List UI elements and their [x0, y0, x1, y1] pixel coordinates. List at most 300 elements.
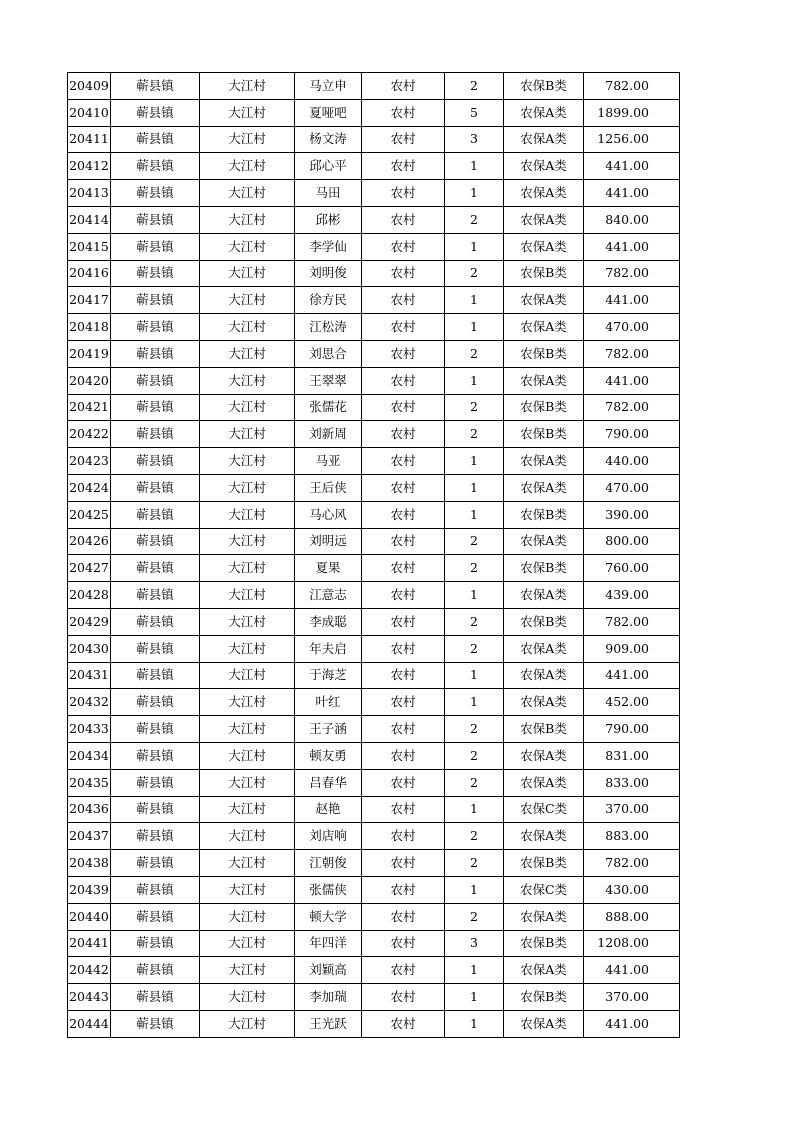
category-cell: 农保B类: [504, 501, 584, 528]
amount-cell: 833.00: [584, 769, 680, 796]
table-row: [68, 582, 680, 609]
area-type-cell: 农村: [362, 769, 445, 796]
village-cell: 大江村: [200, 716, 295, 743]
village-cell: 大江村: [200, 1010, 295, 1037]
area-type-cell: 农村: [362, 1010, 445, 1037]
town-cell: 蕲县镇: [111, 742, 200, 769]
record-id-cell: 20441: [68, 930, 111, 957]
category-cell: 农保B类: [504, 421, 584, 448]
person-name-cell: 马田: [295, 180, 362, 207]
person-name-cell: 于海芝: [295, 662, 362, 689]
person-name-cell: 王光跃: [295, 1010, 362, 1037]
village-cell: 大江村: [200, 796, 295, 823]
village-cell: 大江村: [200, 367, 295, 394]
amount-cell: 470.00: [584, 314, 680, 341]
area-type-cell: 农村: [362, 474, 445, 501]
area-type-cell: 农村: [362, 501, 445, 528]
household-count-cell: 3: [445, 126, 504, 153]
amount-cell: 760.00: [584, 555, 680, 582]
table-row: [68, 153, 680, 180]
table-row: [68, 448, 680, 475]
person-name-cell: 年夫启: [295, 635, 362, 662]
area-type-cell: 农村: [362, 287, 445, 314]
household-count-cell: 1: [445, 582, 504, 609]
category-cell: 农保A类: [504, 206, 584, 233]
town-cell: 蕲县镇: [111, 796, 200, 823]
category-cell: 农保C类: [504, 876, 584, 903]
category-cell: 农保B类: [504, 716, 584, 743]
household-count-cell: 1: [445, 501, 504, 528]
table-row: [68, 340, 680, 367]
category-cell: 农保A类: [504, 474, 584, 501]
town-cell: 蕲县镇: [111, 314, 200, 341]
amount-cell: 782.00: [584, 850, 680, 877]
town-cell: 蕲县镇: [111, 957, 200, 984]
category-cell: 农保A类: [504, 582, 584, 609]
table-row: [68, 126, 680, 153]
person-name-cell: 王后侠: [295, 474, 362, 501]
amount-cell: 441.00: [584, 367, 680, 394]
village-cell: 大江村: [200, 206, 295, 233]
household-count-cell: 2: [445, 260, 504, 287]
area-type-cell: 农村: [362, 340, 445, 367]
household-count-cell: 1: [445, 153, 504, 180]
area-type-cell: 农村: [362, 233, 445, 260]
town-cell: 蕲县镇: [111, 555, 200, 582]
area-type-cell: 农村: [362, 984, 445, 1011]
category-cell: 农保B类: [504, 984, 584, 1011]
table-row: [68, 876, 680, 903]
town-cell: 蕲县镇: [111, 903, 200, 930]
record-id-cell: 20423: [68, 448, 111, 475]
household-count-cell: 2: [445, 421, 504, 448]
category-cell: 农保B类: [504, 930, 584, 957]
amount-cell: 370.00: [584, 984, 680, 1011]
record-id-cell: 20435: [68, 769, 111, 796]
table-row: [68, 394, 680, 421]
person-name-cell: 江意志: [295, 582, 362, 609]
area-type-cell: 农村: [362, 796, 445, 823]
household-count-cell: 2: [445, 823, 504, 850]
record-id-cell: 20442: [68, 957, 111, 984]
area-type-cell: 农村: [362, 635, 445, 662]
area-type-cell: 农村: [362, 421, 445, 448]
village-cell: 大江村: [200, 689, 295, 716]
category-cell: 农保A类: [504, 742, 584, 769]
household-count-cell: 1: [445, 689, 504, 716]
person-name-cell: 刘明远: [295, 528, 362, 555]
amount-cell: 1256.00: [584, 126, 680, 153]
person-name-cell: 顿大学: [295, 903, 362, 930]
table-row: [68, 314, 680, 341]
village-cell: 大江村: [200, 850, 295, 877]
table-row: [68, 984, 680, 1011]
village-cell: 大江村: [200, 930, 295, 957]
record-id-cell: 20422: [68, 421, 111, 448]
town-cell: 蕲县镇: [111, 984, 200, 1011]
village-cell: 大江村: [200, 153, 295, 180]
table-row: [68, 528, 680, 555]
household-count-cell: 2: [445, 206, 504, 233]
record-id-cell: 20428: [68, 582, 111, 609]
person-name-cell: 吕春华: [295, 769, 362, 796]
table-row: [68, 957, 680, 984]
record-id-cell: 20431: [68, 662, 111, 689]
town-cell: 蕲县镇: [111, 260, 200, 287]
table-row: [68, 662, 680, 689]
amount-cell: 441.00: [584, 233, 680, 260]
town-cell: 蕲县镇: [111, 99, 200, 126]
category-cell: 农保A类: [504, 448, 584, 475]
category-cell: 农保B类: [504, 850, 584, 877]
category-cell: 农保A类: [504, 126, 584, 153]
village-cell: 大江村: [200, 126, 295, 153]
table-row: [68, 823, 680, 850]
person-name-cell: 李学仙: [295, 233, 362, 260]
table-row: [68, 1010, 680, 1037]
person-name-cell: 杨文涛: [295, 126, 362, 153]
record-id-cell: 20414: [68, 206, 111, 233]
category-cell: 农保B类: [504, 555, 584, 582]
village-cell: 大江村: [200, 528, 295, 555]
area-type-cell: 农村: [362, 903, 445, 930]
record-id-cell: 20443: [68, 984, 111, 1011]
person-name-cell: 刘思合: [295, 340, 362, 367]
area-type-cell: 农村: [362, 73, 445, 100]
amount-cell: 441.00: [584, 1010, 680, 1037]
household-count-cell: 1: [445, 367, 504, 394]
village-cell: 大江村: [200, 394, 295, 421]
table-row: [68, 930, 680, 957]
area-type-cell: 农村: [362, 260, 445, 287]
village-cell: 大江村: [200, 984, 295, 1011]
person-name-cell: 刘颖高: [295, 957, 362, 984]
town-cell: 蕲县镇: [111, 823, 200, 850]
amount-cell: 790.00: [584, 716, 680, 743]
village-cell: 大江村: [200, 876, 295, 903]
town-cell: 蕲县镇: [111, 394, 200, 421]
area-type-cell: 农村: [362, 823, 445, 850]
person-name-cell: 刘店响: [295, 823, 362, 850]
village-cell: 大江村: [200, 957, 295, 984]
amount-cell: 840.00: [584, 206, 680, 233]
area-type-cell: 农村: [362, 957, 445, 984]
amount-cell: 790.00: [584, 421, 680, 448]
household-count-cell: 1: [445, 876, 504, 903]
category-cell: 农保A类: [504, 957, 584, 984]
town-cell: 蕲县镇: [111, 689, 200, 716]
amount-cell: 441.00: [584, 662, 680, 689]
town-cell: 蕲县镇: [111, 367, 200, 394]
table-row: [68, 850, 680, 877]
area-type-cell: 农村: [362, 126, 445, 153]
record-id-cell: 20427: [68, 555, 111, 582]
table-row: [68, 233, 680, 260]
table-row: [68, 769, 680, 796]
category-cell: 农保A类: [504, 1010, 584, 1037]
record-id-cell: 20444: [68, 1010, 111, 1037]
category-cell: 农保A类: [504, 635, 584, 662]
household-count-cell: 2: [445, 716, 504, 743]
category-cell: 农保A类: [504, 367, 584, 394]
household-count-cell: 2: [445, 73, 504, 100]
record-id-cell: 20426: [68, 528, 111, 555]
household-count-cell: 2: [445, 635, 504, 662]
town-cell: 蕲县镇: [111, 501, 200, 528]
area-type-cell: 农村: [362, 662, 445, 689]
village-cell: 大江村: [200, 662, 295, 689]
village-cell: 大江村: [200, 287, 295, 314]
household-count-cell: 2: [445, 608, 504, 635]
town-cell: 蕲县镇: [111, 876, 200, 903]
household-count-cell: 1: [445, 314, 504, 341]
household-count-cell: 1: [445, 984, 504, 1011]
amount-cell: 441.00: [584, 153, 680, 180]
village-cell: 大江村: [200, 73, 295, 100]
table-row: [68, 796, 680, 823]
person-name-cell: 李成聪: [295, 608, 362, 635]
household-count-cell: 1: [445, 448, 504, 475]
record-id-cell: 20409: [68, 73, 111, 100]
town-cell: 蕲县镇: [111, 850, 200, 877]
village-cell: 大江村: [200, 903, 295, 930]
town-cell: 蕲县镇: [111, 180, 200, 207]
village-cell: 大江村: [200, 233, 295, 260]
town-cell: 蕲县镇: [111, 716, 200, 743]
person-name-cell: 赵艳: [295, 796, 362, 823]
table-row: [68, 206, 680, 233]
area-type-cell: 农村: [362, 930, 445, 957]
person-name-cell: 邱心平: [295, 153, 362, 180]
household-count-cell: 2: [445, 850, 504, 877]
data-table: [67, 72, 680, 1038]
amount-cell: 452.00: [584, 689, 680, 716]
record-id-cell: 20436: [68, 796, 111, 823]
record-id-cell: 20434: [68, 742, 111, 769]
record-id-cell: 20438: [68, 850, 111, 877]
area-type-cell: 农村: [362, 608, 445, 635]
area-type-cell: 农村: [362, 314, 445, 341]
village-cell: 大江村: [200, 608, 295, 635]
record-id-cell: 20419: [68, 340, 111, 367]
household-count-cell: 1: [445, 1010, 504, 1037]
household-count-cell: 2: [445, 903, 504, 930]
category-cell: 农保B类: [504, 260, 584, 287]
area-type-cell: 农村: [362, 448, 445, 475]
household-count-cell: 5: [445, 99, 504, 126]
record-id-cell: 20429: [68, 608, 111, 635]
village-cell: 大江村: [200, 582, 295, 609]
table-row: [68, 73, 680, 100]
person-name-cell: 年四洋: [295, 930, 362, 957]
area-type-cell: 农村: [362, 689, 445, 716]
town-cell: 蕲县镇: [111, 126, 200, 153]
amount-cell: 440.00: [584, 448, 680, 475]
category-cell: 农保B类: [504, 608, 584, 635]
town-cell: 蕲县镇: [111, 662, 200, 689]
amount-cell: 441.00: [584, 287, 680, 314]
amount-cell: 782.00: [584, 608, 680, 635]
town-cell: 蕲县镇: [111, 287, 200, 314]
amount-cell: 831.00: [584, 742, 680, 769]
record-id-cell: 20418: [68, 314, 111, 341]
record-id-cell: 20415: [68, 233, 111, 260]
category-cell: 农保B类: [504, 73, 584, 100]
area-type-cell: 农村: [362, 582, 445, 609]
town-cell: 蕲县镇: [111, 153, 200, 180]
amount-cell: 888.00: [584, 903, 680, 930]
person-name-cell: 叶红: [295, 689, 362, 716]
village-cell: 大江村: [200, 742, 295, 769]
area-type-cell: 农村: [362, 876, 445, 903]
category-cell: 农保A类: [504, 153, 584, 180]
person-name-cell: 顿友勇: [295, 742, 362, 769]
amount-cell: 430.00: [584, 876, 680, 903]
person-name-cell: 夏果: [295, 555, 362, 582]
table-row: [68, 903, 680, 930]
table-row: [68, 635, 680, 662]
area-type-cell: 农村: [362, 850, 445, 877]
person-name-cell: 马心风: [295, 501, 362, 528]
amount-cell: 782.00: [584, 73, 680, 100]
table-row: [68, 608, 680, 635]
record-id-cell: 20439: [68, 876, 111, 903]
amount-cell: 782.00: [584, 340, 680, 367]
amount-cell: 390.00: [584, 501, 680, 528]
person-name-cell: 刘新周: [295, 421, 362, 448]
category-cell: 农保A类: [504, 233, 584, 260]
household-count-cell: 1: [445, 287, 504, 314]
area-type-cell: 农村: [362, 99, 445, 126]
record-id-cell: 20410: [68, 99, 111, 126]
household-count-cell: 2: [445, 742, 504, 769]
person-name-cell: 刘明俊: [295, 260, 362, 287]
area-type-cell: 农村: [362, 555, 445, 582]
table-row: [68, 501, 680, 528]
record-id-cell: 20425: [68, 501, 111, 528]
record-id-cell: 20412: [68, 153, 111, 180]
record-id-cell: 20421: [68, 394, 111, 421]
village-cell: 大江村: [200, 421, 295, 448]
person-name-cell: 张儒侠: [295, 876, 362, 903]
area-type-cell: 农村: [362, 394, 445, 421]
person-name-cell: 江松涛: [295, 314, 362, 341]
household-count-cell: 1: [445, 180, 504, 207]
town-cell: 蕲县镇: [111, 233, 200, 260]
town-cell: 蕲县镇: [111, 635, 200, 662]
person-name-cell: 张儒花: [295, 394, 362, 421]
person-name-cell: 徐方民: [295, 287, 362, 314]
category-cell: 农保C类: [504, 796, 584, 823]
category-cell: 农保A类: [504, 287, 584, 314]
household-count-cell: 1: [445, 662, 504, 689]
household-count-cell: 3: [445, 930, 504, 957]
amount-cell: 909.00: [584, 635, 680, 662]
town-cell: 蕲县镇: [111, 528, 200, 555]
village-cell: 大江村: [200, 180, 295, 207]
town-cell: 蕲县镇: [111, 73, 200, 100]
table-row: [68, 474, 680, 501]
area-type-cell: 农村: [362, 180, 445, 207]
area-type-cell: 农村: [362, 742, 445, 769]
amount-cell: 782.00: [584, 394, 680, 421]
village-cell: 大江村: [200, 314, 295, 341]
household-count-cell: 2: [445, 394, 504, 421]
table-row: [68, 180, 680, 207]
amount-cell: 470.00: [584, 474, 680, 501]
town-cell: 蕲县镇: [111, 421, 200, 448]
record-id-cell: 20440: [68, 903, 111, 930]
village-cell: 大江村: [200, 340, 295, 367]
person-name-cell: 王子涵: [295, 716, 362, 743]
household-count-cell: 2: [445, 528, 504, 555]
category-cell: 农保B类: [504, 394, 584, 421]
town-cell: 蕲县镇: [111, 340, 200, 367]
category-cell: 农保A类: [504, 662, 584, 689]
area-type-cell: 农村: [362, 206, 445, 233]
record-id-cell: 20416: [68, 260, 111, 287]
town-cell: 蕲县镇: [111, 582, 200, 609]
table-row: [68, 742, 680, 769]
area-type-cell: 农村: [362, 716, 445, 743]
town-cell: 蕲县镇: [111, 474, 200, 501]
amount-cell: 441.00: [584, 957, 680, 984]
village-cell: 大江村: [200, 823, 295, 850]
person-name-cell: 马亚: [295, 448, 362, 475]
table-row: [68, 367, 680, 394]
village-cell: 大江村: [200, 99, 295, 126]
person-name-cell: 李加瑞: [295, 984, 362, 1011]
record-id-cell: 20432: [68, 689, 111, 716]
household-count-cell: 1: [445, 233, 504, 260]
record-id-cell: 20433: [68, 716, 111, 743]
town-cell: 蕲县镇: [111, 769, 200, 796]
table-row: [68, 99, 680, 126]
town-cell: 蕲县镇: [111, 930, 200, 957]
table-body: [68, 73, 680, 1038]
amount-cell: 1208.00: [584, 930, 680, 957]
category-cell: 农保A类: [504, 528, 584, 555]
category-cell: 农保A类: [504, 99, 584, 126]
amount-cell: 439.00: [584, 582, 680, 609]
area-type-cell: 农村: [362, 528, 445, 555]
town-cell: 蕲县镇: [111, 448, 200, 475]
category-cell: 农保A类: [504, 903, 584, 930]
town-cell: 蕲县镇: [111, 206, 200, 233]
amount-cell: 370.00: [584, 796, 680, 823]
record-id-cell: 20437: [68, 823, 111, 850]
record-id-cell: 20430: [68, 635, 111, 662]
table-row: [68, 689, 680, 716]
person-name-cell: 江朝俊: [295, 850, 362, 877]
record-id-cell: 20411: [68, 126, 111, 153]
amount-cell: 800.00: [584, 528, 680, 555]
person-name-cell: 邱彬: [295, 206, 362, 233]
person-name-cell: 夏哑吧: [295, 99, 362, 126]
table-row: [68, 555, 680, 582]
category-cell: 农保A类: [504, 314, 584, 341]
record-id-cell: 20424: [68, 474, 111, 501]
category-cell: 农保A类: [504, 769, 584, 796]
record-id-cell: 20420: [68, 367, 111, 394]
household-count-cell: 2: [445, 555, 504, 582]
table-row: [68, 260, 680, 287]
table-row: [68, 421, 680, 448]
category-cell: 农保A类: [504, 689, 584, 716]
village-cell: 大江村: [200, 448, 295, 475]
area-type-cell: 农村: [362, 367, 445, 394]
village-cell: 大江村: [200, 769, 295, 796]
